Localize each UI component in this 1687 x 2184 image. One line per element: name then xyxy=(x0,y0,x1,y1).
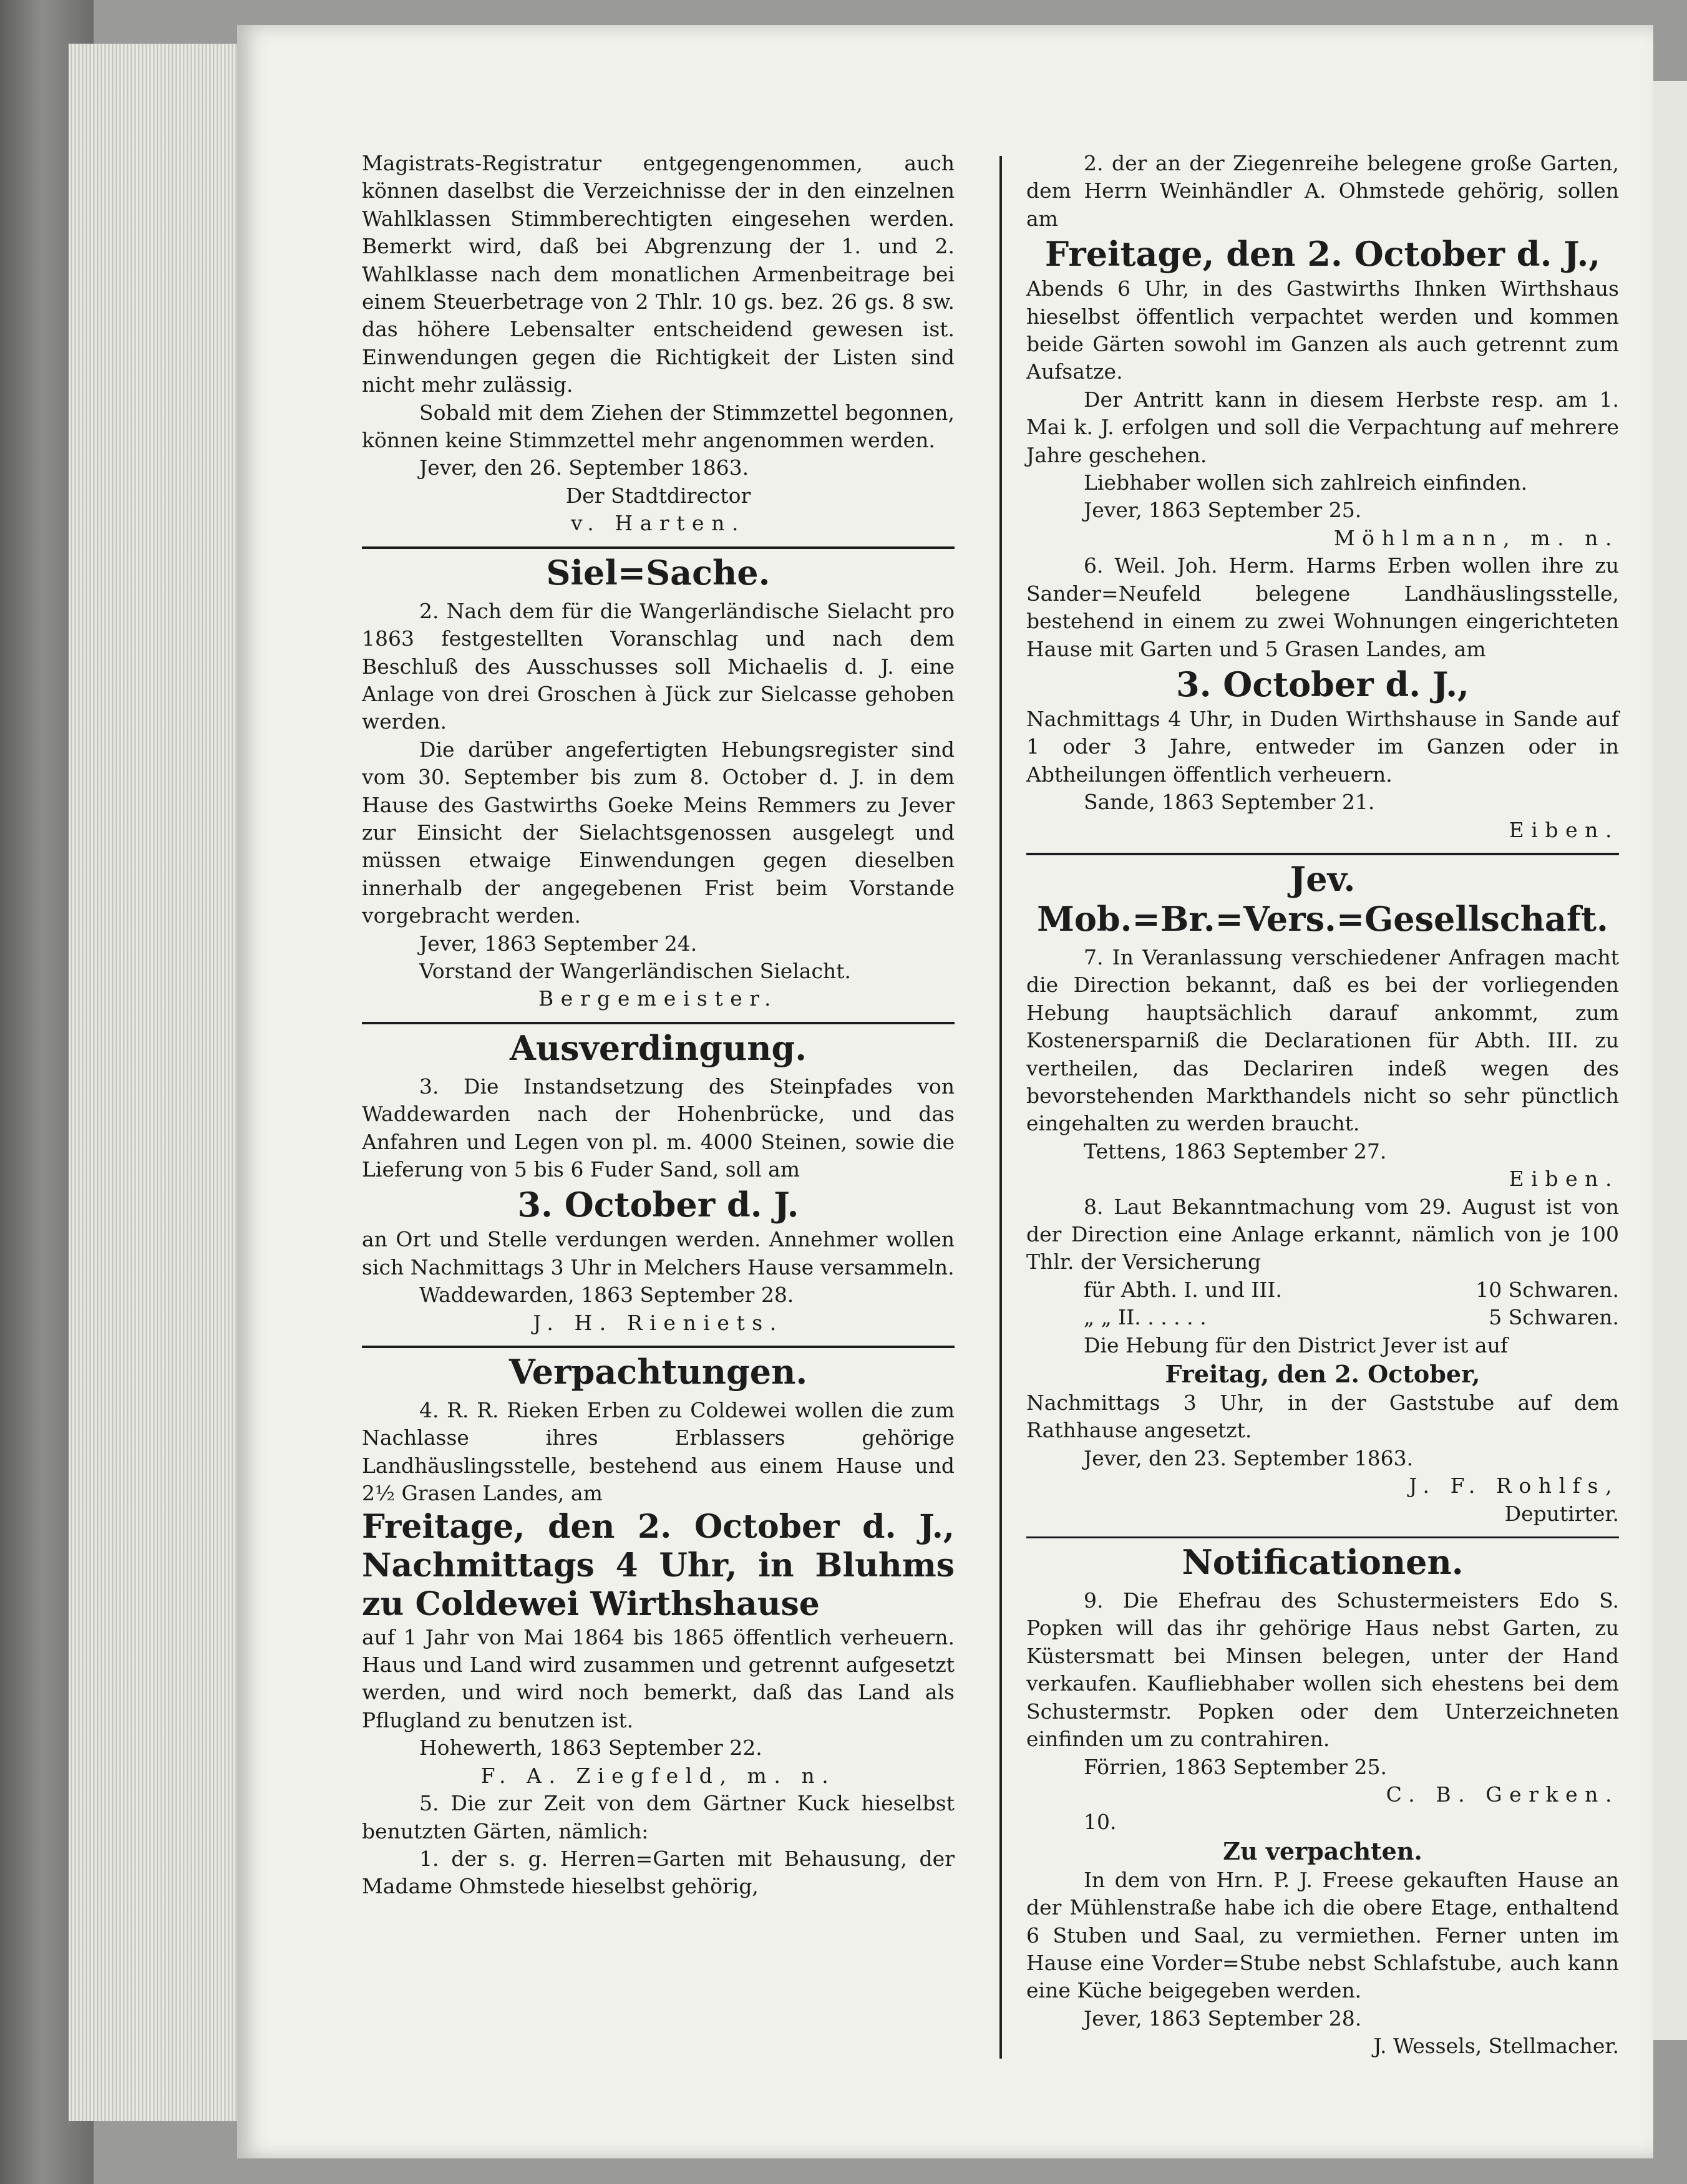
gesellschaft-signature-2: J. F. Rohlfs, xyxy=(1409,1473,1619,1498)
section-title-notificationen: Notificationen. xyxy=(1182,1542,1464,1583)
right-column xyxy=(1026,150,1619,2060)
siel-date: Jever, 1863 September 24. xyxy=(419,931,698,956)
ausverdingung-paragraph-1: 3. Die Instandsetzung des Steinpfades von Waddewarden nach der Hohenbrücke, und das Anfahren und Legen von pl. m. 4000 Steinen, sowie die Lieferung von 5 bis 6 Fuder Sand, soll am xyxy=(362,1074,955,1182)
ausverdingung-paragraph-2: an Ort und Stelle verdungen werden. Annehmer wollen sich Nachmittags 3 Uhr in Melchers Hause versammeln. xyxy=(362,1227,955,1279)
gesellschaft-paragraph-2: 8. Laut Bekanntmachung vom 29. August ist von der Direction eine Anlage erkannt, nämlich von je 100 Thlr. der Versicherung xyxy=(1026,1194,1619,1274)
page-edges xyxy=(69,44,250,2121)
gesellschaft-date-2: Jever, den 23. September 1863. xyxy=(1084,1445,1414,1470)
verpachtung-date: Hohewerth, 1863 September 22. xyxy=(419,1735,762,1760)
intro-signature-name: v. Harten. xyxy=(571,511,746,536)
notification-signature-2: J. Wessels, Stellmacher. xyxy=(1373,2034,1619,2059)
harms-paragraph-1: 6. Weil. Joh. Herm. Harms Erben wollen ihre zu Sander=Neufeld belegene Landhäuslingsstelle, bestehend in einem zu zwei Wohnungen eingerichteten Hause mit Garten und 5 Grasen Landes, am xyxy=(1026,553,1619,661)
levy-row-2-amount: 5 Schwaren. xyxy=(1489,1305,1619,1330)
gesellschaft-paragraph-1: 7. In Veranlassung verschiedener Anfragen macht die Direction bekannt, daß es bei der vorliegenden Hebung hauptsächlich darauf ankommt, zum Kostenersparniß die Declarationen für Abth. III. zu vertheilen, das Declariren indeß wegen des bevorstehenden Markthandels nicht so sehr pünctlich eingehalten zu werden braucht. xyxy=(1026,944,1619,1136)
gesellschaft-signature-role: Deputirter. xyxy=(1504,1501,1619,1526)
garden-paragraph-3: Liebhaber wollen sich zahlreich einfinden. xyxy=(1084,470,1528,495)
notification-signature-1: C. B. Gerken. xyxy=(1386,1782,1619,1807)
garden-paragraph-1: Abends 6 Uhr, in des Gastwirths Ihnken Wirthshaus hieselbst öffentlich verpachtet werden und kommen beide Gärten sowohl im Ganzen als auch getrennt zum Aufsatze. xyxy=(1026,276,1619,384)
next-page-edge xyxy=(1653,81,1687,2040)
garden-paragraph-2: Der Antritt kann in diesem Herbste resp. am 1. Mai k. J. erfolgen und soll die Verpachtung auf mehrere Jahre geschehen. xyxy=(1026,387,1619,467)
ausverdingung-date-highlight: 3. October d. J. xyxy=(517,1185,799,1225)
verpachtung-item-1: 1. der s. g. Herren=Garten mit Behausung, der Madame Ohmstede hieselbst gehörig, xyxy=(362,1846,955,1899)
notification-number: 10. xyxy=(1084,1810,1117,1835)
section-title-ausverdingung: Ausverdingung. xyxy=(509,1027,807,1068)
section-rule xyxy=(1026,1536,1619,1538)
verpachtung-paragraph-1: 4. R. R. Rieken Erben zu Coldewei wollen die zum Nachlasse ihres Erblassers gehörige Landhäuslingsstelle, bestehend aus einem Hause und 2½ Grasen Landes, am xyxy=(362,1398,955,1506)
garden-date: Jever, 1863 September 25. xyxy=(1084,498,1362,523)
column-divider xyxy=(999,156,1002,2059)
intro-paragraph-2: Sobald mit dem Ziehen der Stimmzettel begonnen, können keine Stimmzettel mehr angenommen werden. xyxy=(362,400,955,453)
levy-row-1-amount: 10 Schwaren. xyxy=(1476,1277,1619,1302)
gesellschaft-date-1: Tettens, 1863 September 27. xyxy=(1084,1138,1387,1163)
verpachtung-paragraph-2: auf 1 Jahr von Mai 1864 bis 1865 öffentlich verheuern. Haus und Land wird zusammen und getrennt aufgesetzt werden, und wird noch bemerkt, daß das Land als Pflugland zu benutzen ist. xyxy=(362,1624,955,1732)
verpachtung-date-highlight: Freitage, den 2. October d. J., Nachmittags 4 Uhr, in Bluhms zu Coldewei Wirthshause xyxy=(362,1507,955,1623)
intro-signature-title: Der Stadtdirector xyxy=(565,483,751,508)
garden-item-2: 2. der an der Ziegenreihe belegene große Garten, dem Herrn Weinhändler A. Ohmstede gehörig, sollen am xyxy=(1026,151,1619,231)
garden-signature: Möhlmann, m. n. xyxy=(1333,525,1619,550)
verpachtung-signature: F. A. Ziegfeld, m. n. xyxy=(480,1763,836,1788)
levy-row-2 xyxy=(1026,1304,1619,1331)
notification-paragraph-1: 9. Die Ehefrau des Schustermeisters Edo S. Popken will das ihr gehörige Haus nebst Garten, zu Küstersmatt bei Minsen belegen, unter der Hand verkaufen. Kaufliebhaber wollen sich ehestens bei dem Schustermstr. Popken oder dem Unterzeichneten einfinden um zu contrahiren. xyxy=(1026,1588,1619,1752)
siel-paragraph-1: 2. Nach dem für die Wangerländische Sielacht pro 1863 festgestellten Voranschlag und nach dem Beschluß des Ausschusses soll Michaelis d. J. eine Anlage von drei Groschen à Jück zur Sielcasse gehoben werden. xyxy=(362,598,955,734)
ausverdingung-date: Waddewarden, 1863 September 28. xyxy=(419,1283,794,1308)
harms-paragraph-2: Nachmittags 4 Uhr, in Duden Wirthshause in Sande auf 1 oder 3 Jahre, entweder im Ganzen oder in Abtheilungen öffentlich verheuern. xyxy=(1026,706,1619,787)
section-rule xyxy=(362,1346,955,1348)
notification-paragraph-2: In dem von Hrn. P. J. Freese gekauften Hause an der Mühlenstraße habe ich die obere Etage, enthaltend 6 Stuben und Saal, zu vermiethen. Ferner unten im Hause eine Vorder=Stube nebst Schlafstube, auch kann eine Küche beigegeben werden. xyxy=(1026,1867,1619,2003)
notification-subtitle: Zu verpachten. xyxy=(1223,1837,1422,1865)
levy-row-1 xyxy=(1026,1276,1619,1304)
gesellschaft-signature-1: Eiben. xyxy=(1509,1167,1619,1191)
levy-row-1-class: für Abth. I. und III. xyxy=(1084,1277,1282,1302)
garden-date-highlight: Freitage, den 2. October d. J., xyxy=(1044,234,1601,274)
siel-paragraph-2: Die darüber angefertigten Hebungsregister sind vom 30. September bis zum 8. October d. J. in dem Hause des Gastwirths Goeke Meins Remmers zu Jever zur Einsicht der Sielachtsgenossen ausgelegt und müssen etwaige Einwendungen gegen dieselben innerhalb der angegebenen Frist beim Vorstande vorgebracht werden. xyxy=(362,737,955,928)
gesellschaft-paragraph-3: Die Hebung für den District Jever ist auf xyxy=(1084,1332,1509,1357)
ausverdingung-signature: J. H. Rieniets. xyxy=(533,1310,784,1335)
notification-date-2: Jever, 1863 September 28. xyxy=(1084,2006,1362,2031)
verpachtung-paragraph-3: 5. Die zur Zeit von dem Gärtner Kuck hieselbst benutzten Gärten, nämlich: xyxy=(362,1791,955,1843)
left-column xyxy=(362,150,955,1901)
intro-date: Jever, den 26. September 1863. xyxy=(419,455,749,480)
harms-signature: Eiben. xyxy=(1509,817,1619,842)
section-rule xyxy=(362,546,955,549)
gesellschaft-date-highlight: Freitag, den 2. October, xyxy=(1165,1360,1480,1389)
siel-signature-org: Vorstand der Wangerländischen Sielacht. xyxy=(419,958,852,983)
intro-paragraph-1: Magistrats-Registratur entgegengenommen, auch können daselbst die Verzeichnisse der in den einzelnen Wahlklassen Stimmberechtigten eingesehen werden. Bemerkt wird, daß bei Abgrenzung der 1. und 2. Wahlklasse nach dem monatlichen Armenbeitrage bei einem Steuerbetrage von 2 Thlr. 10 gs. bez. 26 gs. 8 sw. das höhere Lebensalter entscheidend gewesen ist. Einwendungen gegen die Richtigkeit der Listen sind nicht mehr zulässig. xyxy=(362,151,955,397)
gesellschaft-paragraph-4: Nachmittags 3 Uhr, in der Gaststube auf dem Rathhause angesetzt. xyxy=(1026,1390,1619,1443)
harms-date-highlight: 3. October d. J., xyxy=(1176,664,1469,704)
notification-date-1: Förrien, 1863 September 25. xyxy=(1084,1754,1388,1779)
section-title-gesellschaft: Jev. Mob.=Br.=Vers.=Gesellschaft. xyxy=(1037,858,1608,939)
section-title-siel-sache: Siel=Sache. xyxy=(546,552,771,593)
siel-signature-name: Bergemeister. xyxy=(538,986,779,1011)
section-rule xyxy=(1026,853,1619,855)
harms-date: Sande, 1863 September 21. xyxy=(1084,790,1375,815)
section-rule xyxy=(362,1022,955,1024)
section-title-verpachtungen: Verpachtungen. xyxy=(508,1352,808,1392)
levy-row-2-class: „ „ II. . . . . . xyxy=(1084,1305,1207,1330)
